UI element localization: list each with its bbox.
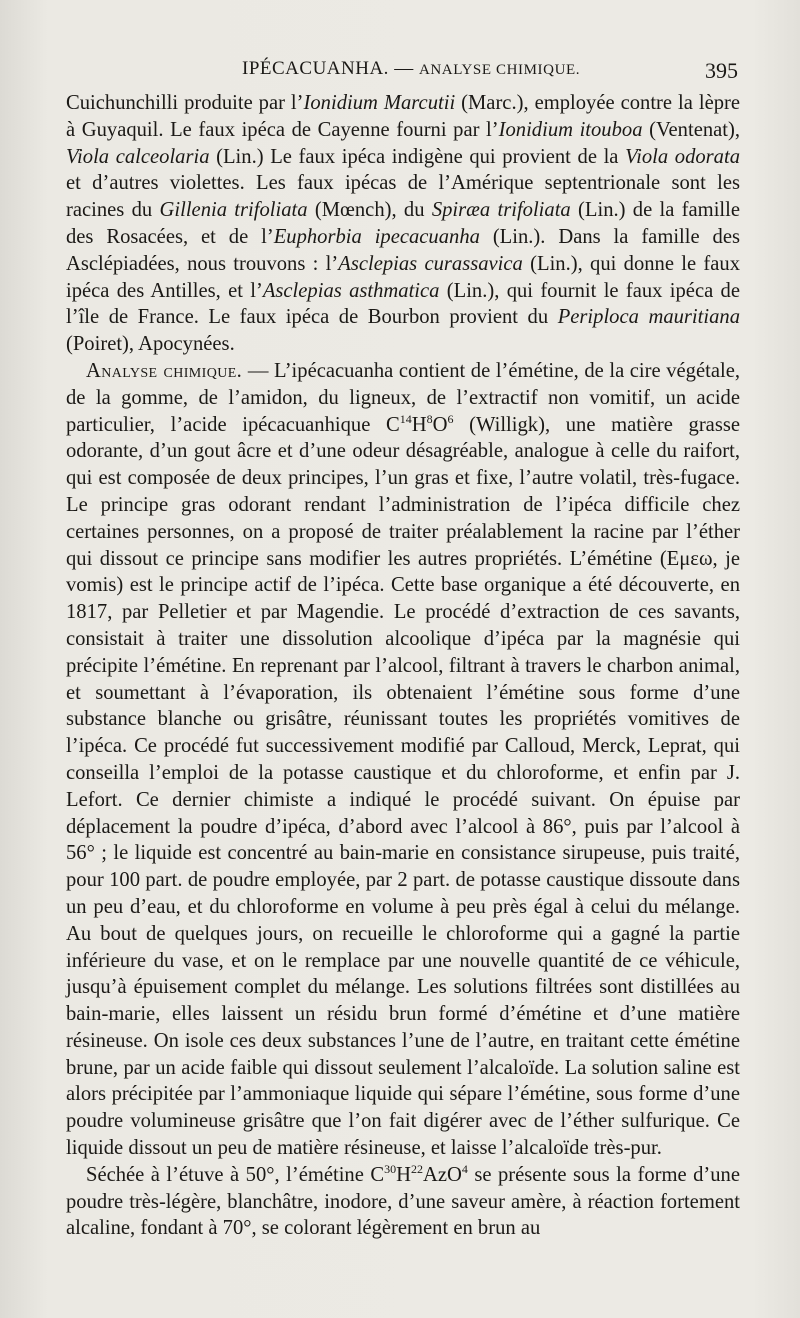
text-run: se présente sous la forme d’une poudre très-légère, blanchâtre, inodore, d’une saveur amère, à réaction fortement alcaline, fondant à 70°, se colorant légèrement en brun au — [66, 1163, 740, 1240]
text-run: et d’autres violettes. Les faux ipécas de l’Amérique septentrionale sont les racines du — [66, 172, 740, 222]
running-title-main: IPÉCACUANHA. — [242, 58, 389, 79]
text-run: O — [432, 413, 448, 436]
formula-subscript: 6 — [447, 411, 454, 426]
running-title-separator: — — [388, 58, 419, 79]
running-title-subtitle: ANALYSE CHIMIQUE. — [418, 62, 581, 78]
text-run: (Lin.). Dans la famille des Asclépiadées, nous trouvons : l’ — [66, 225, 740, 275]
paragraph-chemical-analysis — [66, 358, 740, 1162]
text-run: — L’ipécacuanha contient de l’émétine, de la cire végétale, de la gomme, de l’amidon, du ligneux, de l’extractif non vomitif, un acide particulier, l’acide ipécacuanhique C — [66, 359, 740, 436]
text-run: (Lin.) Le faux ipéca indigène qui provient de la — [209, 145, 626, 168]
formula-subscript: 14 — [399, 411, 412, 426]
species-name: Asclepias asthmatica — [262, 279, 440, 302]
paragraph-emetine-properties — [66, 1162, 740, 1242]
species-name: Ionidium Marcutii — [303, 92, 456, 114]
text-run: (Lin.), qui donne le faux ipéca des Antilles, et l’ — [66, 252, 741, 302]
page-number: 395 — [705, 58, 738, 83]
text-run: (Lin.) de la famille des Rosacées, et de l’ — [66, 199, 741, 248]
species-name: Gillenia trifoliata — [159, 199, 308, 222]
text-run: H — [396, 1163, 411, 1186]
text-run: (Poiret), Apocynées. — [66, 333, 235, 356]
text-run: (Mœnch), du — [307, 199, 432, 222]
text-run: (Lin.), qui fournit le faux ipéca de l’île de France. Le faux ipéca de Bourbon provient du — [66, 279, 740, 329]
formula-subscript: 8 — [426, 411, 433, 426]
text-run: Cuichunchilli produite par l’ — [66, 92, 304, 114]
formula-subscript: 30 — [384, 1161, 397, 1176]
paragraph-false-ipecas — [66, 90, 740, 358]
species-name: Ionidium itouboa — [498, 118, 643, 141]
species-name: Euphorbia ipecacuanha — [273, 225, 480, 248]
species-name: Viola odorata — [625, 145, 740, 168]
formula-subscript: 4 — [461, 1161, 468, 1176]
text-run: (Willigk), une matière grasse odorante, d’un gout âcre et d’une odeur désagréable, analogue à celle du raifort, qui est composée de deux principes, l’un gras et fixe, l’autre volatil, très-fugace. Le principe gras odorant rendant l’administration de l’ipéca difficile chez certaines personnes, on a proposé de traiter préalablement la racine par l’éther qui dissout ce principe sans modifier les autres propriétés. L’émétine (Εμεω, je vomis) est le principe actif de l’ipéca. Cette base organique a été découverte, en 1817, par Pelletier et par Magendie. Le procédé d’extraction de ces savants, consistait à traiter une dissolution alcoolique d’ipéca par la magnésie qui précipite l’émétine. En reprenant par l’alcool, filtrant à travers le charbon animal, et soumettant à l’évaporation, ils obtenaient l’émétine sous forme d’une substance blanche ou grisâtre, réunissant toutes les propriétés vomitives de l’ipéca. Ce procédé fut successivement modifié par Calloud, Merck, Leprat, qui conseilla l’emploi de la potasse caustique et du chloroforme, et enfin par J. Lefort. Ce dernier chimiste a indiqué le procédé suivant. On épuise par déplacement la poudre d’ipéca, d’abord avec l’alcool à 86°, puis par l’alcool à 56° ; le liquide est concentré au bain-marie en consistance sirupeuse, puis traité, pour 100 part. de poudre employée, par 2 part. de potasse caustique dissoute dans un peu d’eau, et du chloroforme en volume à peu près égal à celui du mélange. Au bout de quelques jours, on recueille le chloroforme qui a gagné la partie inférieure du vase, et on le remplace par une nouvelle quantité de ce véhicule, jusqu’à épuisement complet du mélange. Les solutions filtrées sont distillées au bain-marie, elles laissent un résidu brun formé d’émétine et d’une matière résineuse. On isole ces deux substances l’une de l’autre, en traitant cette émétine brune, par un acide faible qui dissout seulement l’alcaloïde. La solution saline est alors précipitée par l’ammoniaque liquide qui sépare l’émétine, sous forme d’une poudre volumineuse grisâtre que l’on fait digérer avec de l’éther sulfurique. Ce liquide dissout un peu de matière résineuse, et laisse l’alcaloïde très-pur. — [66, 413, 740, 1160]
species-name: Asclepias curassavica — [338, 252, 523, 275]
body-text — [66, 90, 740, 1242]
species-name: Spiræa trifoliata — [431, 199, 571, 222]
text-run: H — [411, 413, 427, 436]
text-run: AzO — [422, 1163, 462, 1186]
running-title — [242, 58, 580, 80]
text-run: (Marc.), employée contre la lèpre à Guyaquil. Le faux ipéca de Cayenne fourni par l’ — [66, 92, 740, 141]
text-run: (Ventenat), — [642, 118, 740, 141]
section-heading: Analyse chimique. — [86, 359, 243, 382]
text-run: Séchée à l’étuve à 50°, l’émétine C — [86, 1163, 385, 1186]
species-name: Viola calceolaria — [66, 145, 210, 168]
species-name: Periploca mauritiana — [557, 306, 740, 329]
formula-subscript: 22 — [410, 1161, 423, 1176]
running-header — [66, 58, 738, 88]
